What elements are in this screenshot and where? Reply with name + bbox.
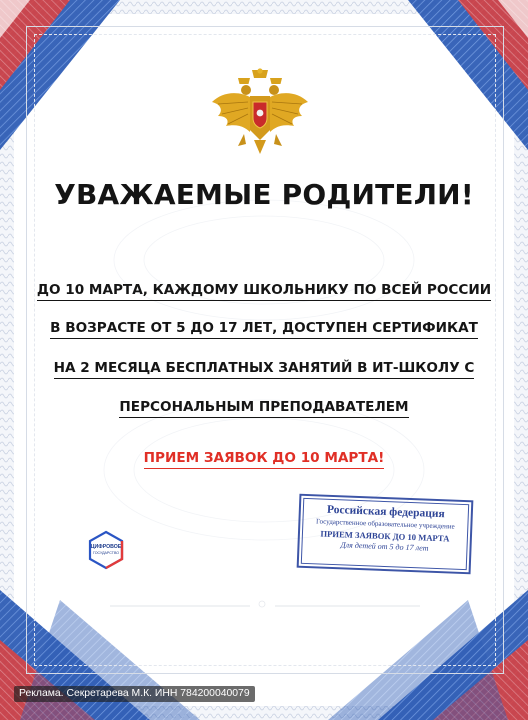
body-line-1-text: ДО 10 МАРТА, КАЖДОМУ ШКОЛЬНИКУ ПО ВСЕЙ РОССИИ xyxy=(37,282,491,301)
digital-state-logo-icon xyxy=(86,530,126,570)
signature-lines xyxy=(110,598,420,612)
deadline-notice-text: ПРИЕМ ЗАЯВОК ДО 10 МАРТА! xyxy=(144,450,385,469)
body-line-1 xyxy=(0,282,528,298)
russian-coat-of-arms-icon xyxy=(208,68,312,160)
official-stamp xyxy=(297,494,474,575)
body-line-2 xyxy=(0,320,528,336)
stamp-line-2: Государственное образовательное учреждение xyxy=(315,517,455,531)
logo-line-1: ЦИФРОВОЕ xyxy=(90,544,122,550)
stamp-line-1: Российская федерация xyxy=(326,503,445,521)
deadline-notice xyxy=(0,450,528,466)
logo-line-2: ГОСУДАРСТВО xyxy=(92,551,120,555)
page-title: УВАЖАЕМЫЕ РОДИТЕЛИ! xyxy=(54,178,474,211)
body-line-2-text: В ВОЗРАСТЕ ОТ 5 ДО 17 ЛЕТ, ДОСТУПЕН СЕРТИФИКАТ xyxy=(50,320,478,339)
stamp-line-3: ПРИЕМ ЗАЯВОК ДО 10 МАРТА xyxy=(320,528,450,544)
body-line-4 xyxy=(0,399,528,415)
ad-disclaimer: Реклама. Секретарева М.К. ИНН 784200040079 xyxy=(14,686,255,702)
logo-label xyxy=(86,544,126,556)
body-line-4-text: ПЕРСОНАЛЬНЫМ ПРЕПОДАВАТЕЛЕМ xyxy=(119,399,408,418)
body-line-3 xyxy=(0,360,528,376)
body-line-3-text: НА 2 МЕСЯЦА БЕСПЛАТНЫХ ЗАНЯТИЙ В ИТ-ШКОЛУ С xyxy=(54,360,475,379)
stamp-line-4: Для детей от 5 до 17 лет xyxy=(340,540,429,553)
